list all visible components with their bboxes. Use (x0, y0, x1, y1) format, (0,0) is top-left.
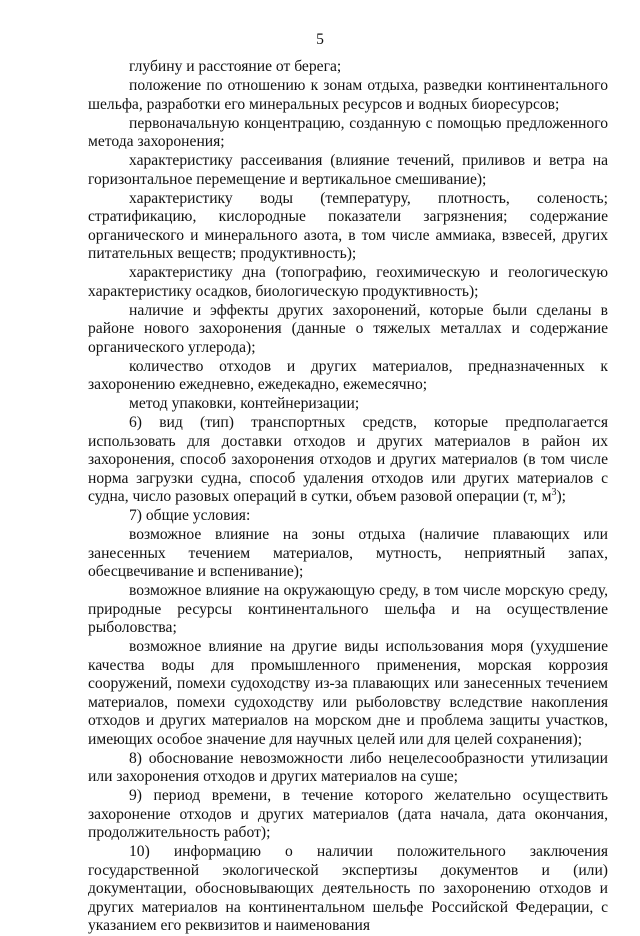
paragraph: характеристику дна (топографию, геохимическую и геологическую характеристику осадков, биологическую продуктивность); (88, 264, 608, 300)
document-body (88, 58, 608, 936)
paragraph: положение по отношению к зонам отдыха, разведки континентального шельфа, разработки его минеральных ресурсов и водных биоресурсов; (88, 77, 608, 113)
paragraph: 8) обоснование невозможности либо нецелесообразности утилизации или захоронения отходов и других материалов на суше; (88, 749, 608, 785)
paragraph: возможное влияние на окружающую среду, в том числе морскую среду, природные ресурсы континентального шельфа и на осуществление рыболовства; (88, 582, 608, 636)
paragraph: 10) информацию о наличии положительного заключения государственной экологической экспертизы документов и (или) документации, обосновывающих деятельность по захоронению отходов и других материалов на континентальном шельфе Российской Федерации, с указанием его реквизитов и наименования (88, 843, 608, 934)
paragraph: 7) общие условия: (129, 507, 251, 524)
paragraph-tail: ); (556, 488, 566, 505)
paragraph: количество отходов и других материалов, предназначенных к захоронению ежедневно, ежедекадно, ежемесячно; (88, 357, 608, 393)
paragraph: возможное влияние на зоны отдыха (наличие плавающих или занесенных течением материалов, мутность, неприятный запах, обесцвечивание и вспенивание); (88, 526, 608, 580)
paragraph: возможное влияние на другие виды использования моря (ухудшение качества воды для промышленного применения, морская коррозия сооружений, помехи судоходству из-за плавающих или занесенных течением материалов, помехи судоходству или рыболовству вследствие накопления отходов и других материалов на морском дне и проблема защиты участков, имеющих особое значение для научных целей или для целей сохранения); (88, 638, 608, 748)
page-number: 5 (316, 31, 324, 48)
paragraph: наличие и эффекты других захоронений, которые были сделаны в районе нового захоронения (данные о тяжелых металлах и содержание органического углерода); (88, 301, 608, 356)
paragraph-text: 6) вид (тип) транспортных средств, которые предполагается использовать для доставки отходов и других материалов в район их захоронения, способ захоронения отходов и других материалов (в том числе норма загрузки судна, способ удаления отходов или других материалов с судна, число разовых операций в сутки, объем разовой операции (т, м (88, 414, 608, 505)
paragraph: 9) период времени, в течение которого желательно осуществить захоронение отходов и других материалов (дата начала, дата окончания, продолжительность работ); (88, 787, 608, 841)
paragraph: метод упаковки, контейнеризации; (129, 395, 360, 412)
paragraph: глубину и расстояние от берега; (129, 58, 342, 75)
superscript: 3 (551, 486, 557, 498)
paragraph: характеристику воды (температуру, плотность, соленость; стратификацию, кислородные показатели загрязнения; содержание органического и минерального азота, в том числе аммиака, взвесей, других питательных веществ; продуктивность); (88, 189, 608, 262)
paragraph: характеристику рассеивания (влияние течений, приливов и ветра на горизонтальное перемещение и вертикальное смешивание); (88, 152, 608, 188)
paragraph: первоначальную концентрацию, созданную с помощью предложенного метода захоронения; (88, 114, 608, 150)
paragraph-item-6 (88, 414, 608, 507)
